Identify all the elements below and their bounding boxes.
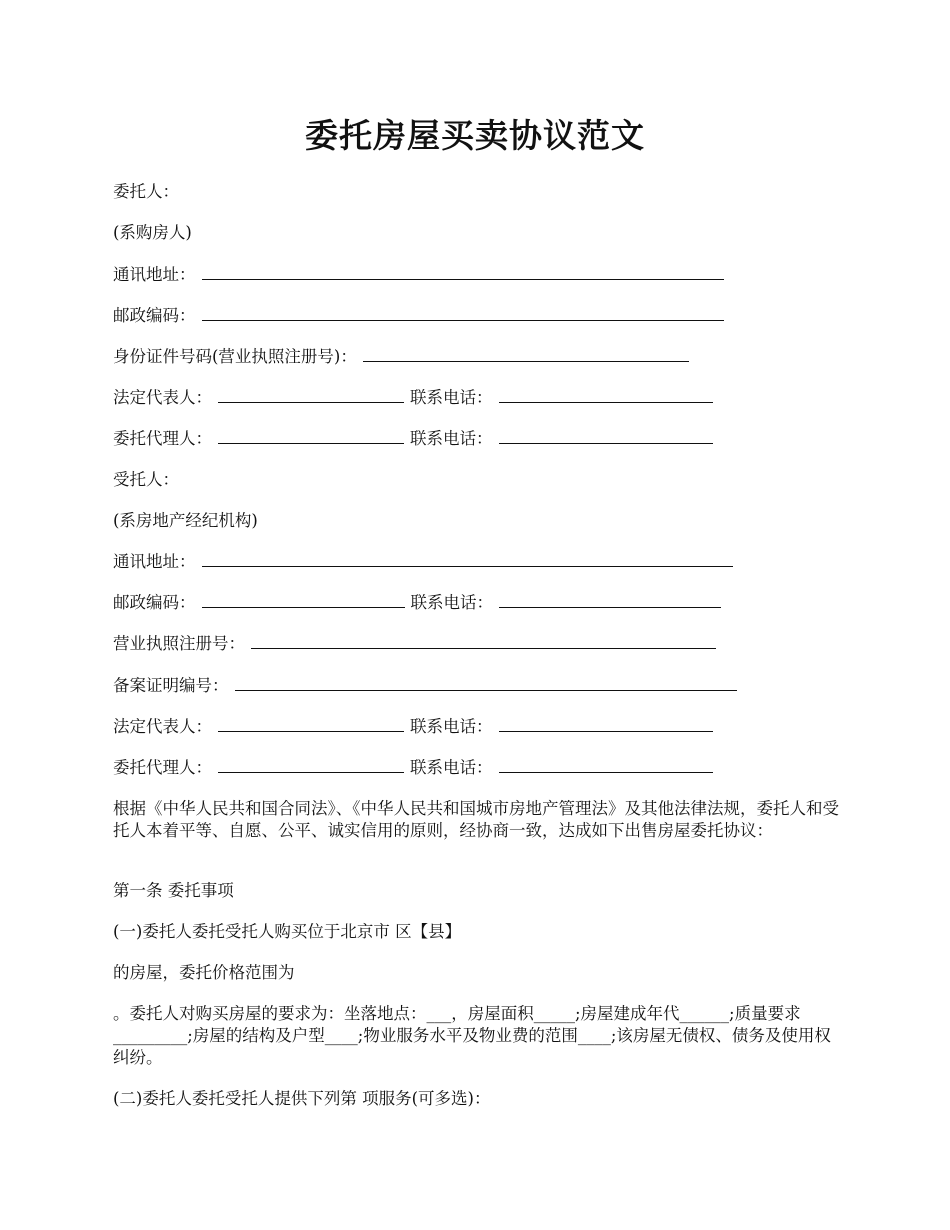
trustee-record-blank[interactable] xyxy=(235,675,737,691)
item1-line1 xyxy=(113,921,461,943)
client-legal-rep-blank[interactable] xyxy=(218,387,404,403)
trustee-phone-blank[interactable] xyxy=(499,716,713,732)
article1-heading xyxy=(113,880,234,902)
trustee-agent-label: 委托代理人： xyxy=(113,758,212,777)
trustee-phone-label: 联系电话： xyxy=(410,717,493,736)
client-agent-phone-label: 联系电话： xyxy=(410,429,493,448)
client-label-line xyxy=(113,181,179,203)
client-postcode-label: 邮政编码： xyxy=(113,306,196,325)
client-address-blank[interactable] xyxy=(202,264,724,280)
client-role-line xyxy=(113,222,192,244)
document-title: 委托房屋买卖协议范文 xyxy=(305,116,645,155)
trustee-license-label: 营业执照注册号： xyxy=(113,634,245,653)
trustee-license-line xyxy=(113,633,716,655)
trustee-agent-line xyxy=(113,757,713,779)
trustee-legal-rep-label: 法定代表人： xyxy=(113,717,212,736)
item1-requirements-paragraph: 。委托人对购买房屋的要求为：坐落地点：___，房屋面积_____;房屋建成年代______;质量要求_________;房屋的结构及户型____;物业服务水平及物业费的范围____;该房屋无债权、债务及使用权纠纷。 xyxy=(113,1004,831,1067)
client-agent-phone-blank[interactable] xyxy=(499,428,713,444)
trustee-role-line xyxy=(113,510,258,532)
trustee-agent-blank[interactable] xyxy=(218,757,404,773)
client-address-label: 通讯地址： xyxy=(113,265,196,284)
client-id-line xyxy=(113,346,689,368)
trustee-postcode-label: 邮政编码： xyxy=(113,593,196,612)
client-address-line xyxy=(113,264,724,286)
trustee-legal-rep-line xyxy=(113,716,713,738)
trustee-address-line xyxy=(113,551,733,573)
client-agent-line xyxy=(113,428,713,450)
client-role-note: (系购房人) xyxy=(113,223,192,242)
trustee-role-note: (系房地产经纪机构) xyxy=(113,511,258,530)
trustee-address-label: 通讯地址： xyxy=(113,552,196,571)
client-id-label: 身份证件号码(营业执照注册号)： xyxy=(113,347,357,366)
client-label: 委托人： xyxy=(113,182,179,201)
trustee-label-line xyxy=(113,469,179,491)
trustee-legal-rep-blank[interactable] xyxy=(218,716,404,732)
trustee-license-blank[interactable] xyxy=(251,633,716,649)
trustee-label: 受托人： xyxy=(113,470,179,489)
client-postcode-blank[interactable] xyxy=(202,305,724,321)
trustee-postcode-phone-blank[interactable] xyxy=(499,592,721,608)
client-agent-blank[interactable] xyxy=(218,428,404,444)
item1-line2-text: 的房屋，委托价格范围为 xyxy=(113,963,295,982)
trustee-postcode-line xyxy=(113,592,721,614)
trustee-agent-phone-label: 联系电话： xyxy=(410,758,493,777)
client-legal-rep-line xyxy=(113,387,713,409)
client-phone-label: 联系电话： xyxy=(410,388,493,407)
item2-line1 xyxy=(113,1088,491,1110)
client-phone-blank[interactable] xyxy=(499,387,713,403)
client-id-blank[interactable] xyxy=(363,346,689,362)
item1-line1-text: (一)委托人委托受托人购买位于北京市 区【县】 xyxy=(113,922,462,941)
preamble-paragraph: 根据《中华人民共和国合同法》、《中华人民共和国城市房地产管理法》及其他法律法规，委托人和受托人本着平等、自愿、公平、诚实信用的原则，经协商一致，达成如下出售房屋委托协议： xyxy=(113,799,839,840)
trustee-agent-phone-blank[interactable] xyxy=(499,757,713,773)
item2-line1-text: (二)委托人委托受托人提供下列第 项服务(可多选)： xyxy=(113,1089,491,1108)
trustee-record-line xyxy=(113,675,737,697)
article1-heading-text: 第一条 委托事项 xyxy=(113,881,234,900)
item1-line2 xyxy=(113,962,295,984)
trustee-address-blank[interactable] xyxy=(202,551,733,567)
client-agent-label: 委托代理人： xyxy=(113,429,212,448)
client-postcode-line xyxy=(113,305,724,327)
trustee-postcode-phone-label: 联系电话： xyxy=(410,593,493,612)
trustee-postcode-blank[interactable] xyxy=(202,592,405,608)
trustee-record-label: 备案证明编号： xyxy=(113,676,229,695)
client-legal-rep-label: 法定代表人： xyxy=(113,388,212,407)
